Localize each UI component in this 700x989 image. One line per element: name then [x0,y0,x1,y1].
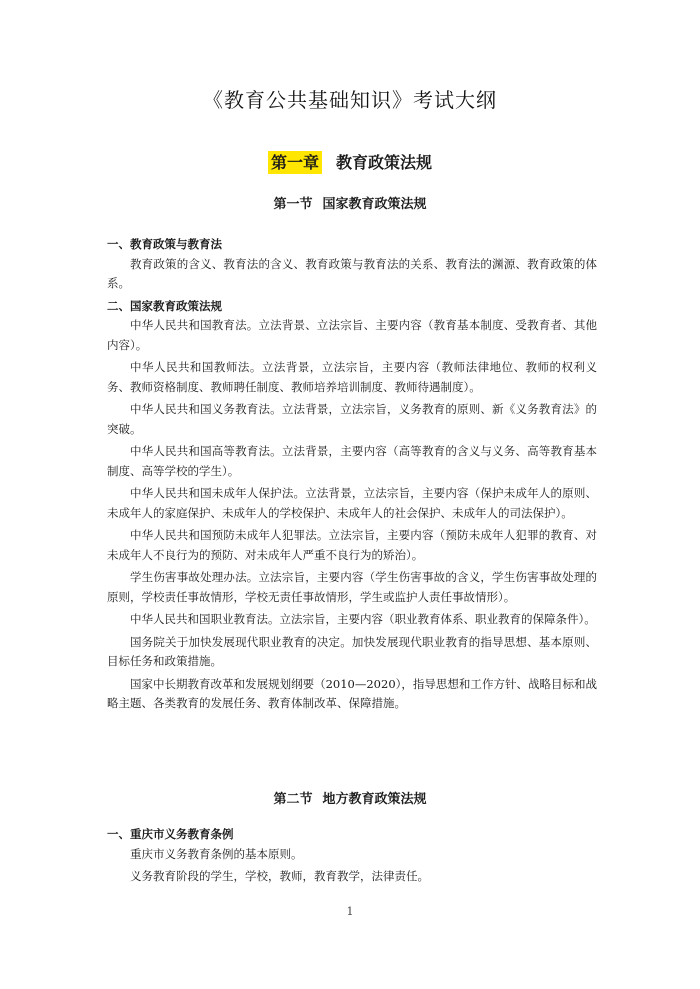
paragraph: 中华人民共和国教育法。立法背景、立法宗旨、主要内容（教育基本制度、受教育者、其他内容）。 [107,318,597,352]
section-title: 地方教育政策法规 [322,792,427,807]
paragraph: 学生伤害事故处理办法。立法宗旨，主要内容（学生伤害事故的含义，学生伤害事故处理的原则，学校责任事故情形，学校无责任事故情形，学生或监护人责任事故情形）。 [107,570,597,604]
paragraph: 义务教育阶段的学生，学校，教师，教育教学，法律责任。 [130,869,429,883]
section-heading-1 [0,193,700,212]
section-2-body [107,825,597,890]
chapter-label: 第一章 [268,151,322,174]
paragraph: 中华人民共和国高等教育法。立法背景，主要内容（高等教育的含义与义务、高等教育基本制度、高等学校的学生）。 [107,444,597,478]
section-heading-2 [0,788,700,807]
section-label: 第一节 [273,197,313,212]
paragraph: 中华人民共和国职业教育法。立法宗旨，主要内容（职业教育体系、职业教育的保障条件）。 [130,612,596,626]
page-number: 1 [346,905,354,918]
section-label: 第二节 [273,792,313,807]
subheading: 一、教育政策与教育法 [107,237,222,251]
paragraph: 中华人民共和国未成年人保护法。立法背景，立法宗旨，主要内容（保护未成年人的原则、未成年人的家庭保护、未成年人的学校保护、未成年人的社会保护、未成年人的司法保护）。 [107,486,597,520]
paragraph: 国家中长期教育改革和发展规划纲要（2010—2020），指导思想和工作方针、战略目标和战略主题、各类教育的发展任务、教育体制改革、保障措施。 [107,676,597,710]
paragraph: 国务院关于加快发展现代职业教育的决定。加快发展现代职业教育的指导思想、基本原则、目标任务和政策措施。 [107,634,597,668]
document-title: 《教育公共基础知识》考试大纲 [203,88,497,112]
paragraph: 中华人民共和国义务教育法。立法背景，立法宗旨，义务教育的原则、新《义务教育法》的突破。 [107,402,597,436]
subheading: 一、重庆市义务教育条例 [107,827,234,841]
section-title: 国家教育政策法规 [322,197,427,212]
paragraph: 中华人民共和国预防未成年人犯罪法。立法宗旨，主要内容（预防未成年人犯罪的教育、对未成年人不良行为的预防、对未成年人严重不良行为的矫治）。 [107,528,597,562]
paragraph: 重庆市义务教育条例的基本原则。 [130,846,303,861]
subheading: 二、国家教育政策法规 [107,298,222,313]
chapter-heading [0,150,700,173]
paragraph: 中华人民共和国教师法。立法背景，立法宗旨，主要内容（教师法律地位、教师的权利义务、教师资格制度、教师聘任制度、教师培养培训制度、教师待遇制度）。 [107,360,597,394]
chapter-title: 教育政策法规 [336,153,433,172]
section-1-body [107,235,597,717]
paragraph: 教育政策的含义、教育法的含义、教育政策与教育法的关系、教育法的渊源、教育政策的体系。 [107,256,597,290]
